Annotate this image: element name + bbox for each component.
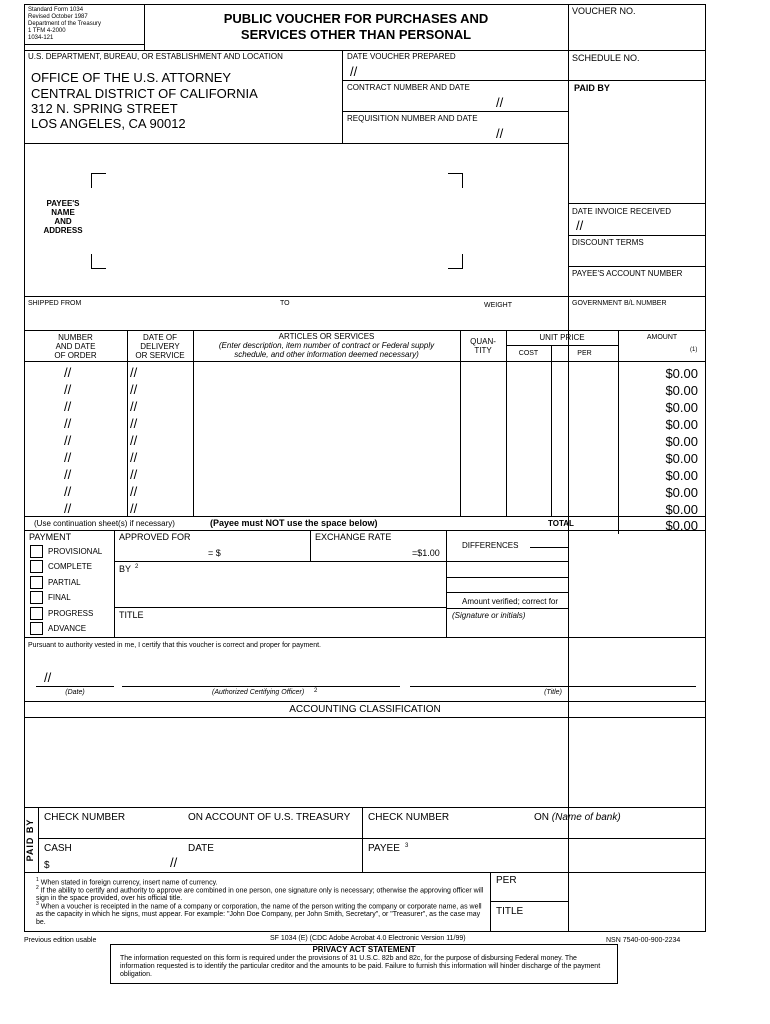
partial-checkbox[interactable]	[30, 576, 43, 589]
on-bank-note: (Name of bank)	[551, 812, 621, 823]
final-checkbox[interactable]	[30, 591, 43, 604]
approved-for-label: APPROVED FOR	[119, 532, 191, 542]
shipped-from-label: SHIPPED FROM	[28, 300, 82, 307]
final-label: FINAL	[48, 593, 71, 602]
table-row	[24, 467, 706, 484]
form-info-line: 1 TFM 4-2000	[28, 28, 66, 34]
date-prepared-input[interactable]: //	[350, 64, 358, 79]
cash-label: CASH	[44, 843, 72, 854]
footnote-text: When a voucher is receipted in the name of a company or corporation, the name of the person writing the company or corporate name, as well as the capacity in which he signs, must appear. For example: "John Doe Company, per John Smith, Secretary", or "Treasurer", as the case may be.	[36, 903, 482, 927]
item-rows	[24, 365, 706, 518]
agency-line: 312 N. SPRING STREET	[31, 101, 178, 116]
col-delivery-header	[127, 333, 193, 360]
col-quantity-line: TITY	[474, 346, 492, 355]
col-number-line: NUMBER	[58, 333, 93, 342]
col-quantity-line: QUAN-	[470, 337, 496, 346]
delivery-date-input[interactable]: //	[130, 382, 138, 397]
table-row	[24, 365, 706, 382]
agency-label: U.S. DEPARTMENT, BUREAU, OR ESTABLISHMENT AND LOCATION	[28, 52, 283, 61]
amount-value[interactable]: $0.00	[665, 383, 698, 398]
col-quantity-header	[460, 337, 506, 355]
previous-edition: Previous edition usable	[24, 937, 97, 944]
requisition-input[interactable]: //	[496, 126, 504, 141]
payee-address-area[interactable]	[90, 172, 464, 270]
voucher-no-label: VOUCHER NO.	[572, 6, 636, 16]
form-info-line: Department of the Treasury	[28, 21, 102, 27]
schedule-no-label: SCHEDULE NO.	[572, 53, 640, 63]
footnote	[36, 900, 486, 927]
amount-value[interactable]: $0.00	[665, 468, 698, 483]
footnote-text: When stated in foreign currency, insert name of currency.	[40, 879, 218, 887]
provisional-label: PROVISIONAL	[48, 547, 103, 556]
payee-sign-label: PAYEE	[368, 843, 400, 854]
order-date-input[interactable]: //	[64, 399, 72, 414]
complete-checkbox[interactable]	[30, 560, 43, 573]
title-caption: (Title)	[544, 689, 562, 696]
date-invoice-label: DATE INVOICE RECEIVED	[572, 207, 671, 216]
privacy-text: The information requested on this form is required under the provisions of 31 U.S.C. 82b and 82c, for the purpose of disbursing Federal money. The information requested is to identify the particular creditor and the amounts to be paid. Failure to furnish this information will hinder discharge of the payment obligation.	[120, 955, 601, 978]
table-row	[24, 399, 706, 416]
payee-label-line: AND	[54, 217, 72, 226]
exchange-value[interactable]: =$1.00	[412, 548, 440, 558]
payee-label-line: NAME	[51, 208, 75, 217]
amount-verified-label: Amount verified; correct for	[462, 597, 559, 606]
complete-label: COMPLETE	[48, 562, 93, 571]
title-sign-label: TITLE	[496, 906, 524, 917]
order-date-input[interactable]: //	[64, 484, 72, 499]
delivery-date-input[interactable]: //	[130, 365, 138, 380]
agency-line: OFFICE OF THE U.S. ATTORNEY	[31, 70, 232, 85]
signature-label: (Signature or initials)	[452, 611, 526, 620]
amount-value[interactable]: $0.00	[665, 366, 698, 381]
order-date-input[interactable]: //	[64, 382, 72, 397]
certify-date-input[interactable]: //	[44, 670, 52, 685]
paid-by-label: PAID BY	[574, 83, 610, 93]
form-info-line: Standard Form 1034	[28, 7, 84, 13]
form-info-line: Revised October 1987	[28, 14, 88, 20]
col-delivery-line: OR SERVICE	[135, 351, 185, 360]
col-per-header: PER	[577, 350, 592, 357]
delivery-date-input[interactable]: //	[130, 484, 138, 499]
col-number-header	[24, 333, 127, 360]
table-row	[24, 484, 706, 501]
discount-terms-label: DISCOUNT TERMS	[572, 238, 644, 247]
check-number2-label: CHECK NUMBER	[368, 812, 450, 823]
col-articles-note: schedule, and other information deemed necessary)	[234, 350, 419, 359]
order-date-input[interactable]: //	[64, 416, 72, 431]
amount-value[interactable]: $0.00	[665, 400, 698, 415]
progress-checkbox[interactable]	[30, 607, 43, 620]
col-articles-note: (Enter description, item number of contract or Federal supply	[218, 341, 435, 350]
payee-sign-note: 3	[405, 843, 409, 849]
table-row	[24, 433, 706, 450]
date-caption: (Date)	[65, 689, 85, 696]
col-delivery-line: DATE OF	[142, 333, 178, 342]
date-prepared-label: DATE VOUCHER PREPARED	[347, 52, 456, 61]
agency-line: LOS ANGELES, CA 90012	[31, 116, 186, 131]
delivery-date-input[interactable]: //	[130, 450, 138, 465]
amount-value[interactable]: $0.00	[665, 417, 698, 432]
officer-note: 2	[314, 688, 318, 694]
form-title-line1: PUBLIC VOUCHER FOR PURCHASES AND	[223, 11, 489, 26]
form-info-line: 1034-121	[28, 35, 54, 41]
order-date-input[interactable]: //	[64, 501, 72, 516]
table-row	[24, 450, 706, 467]
agency-line: CENTRAL DISTRICT OF CALIFORNIA	[31, 86, 258, 101]
order-date-input[interactable]: //	[64, 433, 72, 448]
by-label: BY	[119, 564, 132, 574]
payment-label: PAYMENT	[29, 532, 72, 542]
total-label: TOTAL	[548, 519, 574, 528]
col-number-line: AND DATE	[55, 342, 96, 351]
col-amount-note: (1)	[690, 347, 698, 353]
order-date-input[interactable]: //	[64, 450, 72, 465]
delivery-date-input[interactable]: //	[130, 399, 138, 414]
form-version: SF 1034 (E) (CDC Adobe Acrobat 4.0 Electronic Version 11/99)	[270, 935, 466, 942]
privacy-title: PRIVACY ACT STATEMENT	[312, 945, 416, 954]
payee-label	[28, 199, 98, 235]
paid-by-side-text: PAID BY	[25, 818, 35, 862]
check-number-label: CHECK NUMBER	[44, 812, 126, 823]
delivery-date-input[interactable]: //	[130, 501, 138, 516]
paid-by-side-label	[25, 815, 37, 865]
table-row	[24, 416, 706, 433]
footnote-num: 2	[36, 885, 39, 891]
order-date-input[interactable]: //	[64, 467, 72, 482]
per-label: PER	[496, 875, 517, 886]
footnote-text: If the ability to certify and authority to approve are combined in one person, one signature only is necessary; otherwise the approving officer will sign in the space provided, over his official title.	[36, 887, 484, 903]
amount-value[interactable]: $0.00	[665, 485, 698, 500]
contract-label: CONTRACT NUMBER AND DATE	[347, 83, 470, 92]
order-date-input[interactable]: //	[64, 365, 72, 380]
date-label: DATE	[188, 843, 214, 854]
accounting-area[interactable]	[25, 718, 705, 807]
advance-checkbox[interactable]	[30, 622, 43, 635]
delivery-date-input[interactable]: //	[130, 416, 138, 431]
col-cost-header: COST	[518, 350, 539, 357]
weight-label: WEIGHT	[484, 302, 512, 309]
gov-bl-label: GOVERNMENT B/L NUMBER	[572, 300, 667, 307]
delivery-date-input[interactable]: //	[130, 433, 138, 448]
officer-caption: (Authorized Certifying Officer)	[212, 689, 305, 696]
payee-note: (Payee must NOT use the space below)	[210, 518, 378, 528]
amount-value[interactable]: $0.00	[665, 434, 698, 449]
amount-value[interactable]: $0.00	[665, 451, 698, 466]
footnote-num: 1	[36, 877, 39, 883]
col-unit-price-header: UNIT PRICE	[539, 333, 585, 342]
nsn-number: NSN 7540-00-900-2234	[606, 937, 681, 944]
exchange-rate-label: EXCHANGE RATE	[315, 532, 392, 542]
form-info	[28, 7, 143, 42]
requisition-label: REQUISITION NUMBER AND DATE	[347, 114, 478, 123]
partial-label: PARTIAL	[48, 578, 81, 587]
date-invoice-input[interactable]: //	[576, 218, 584, 233]
advance-label: ADVANCE	[48, 624, 87, 633]
amount-value[interactable]: $0.00	[665, 502, 698, 517]
accounting-label: ACCOUNTING CLASSIFICATION	[289, 704, 441, 715]
on-account-label: ON ACCOUNT OF U.S. TREASURY	[188, 812, 351, 823]
continuation-note: (Use continuation sheet(s) if necessary)	[34, 519, 175, 528]
progress-label: PROGRESS	[48, 609, 94, 618]
on-bank-label	[534, 813, 621, 823]
contract-input[interactable]: //	[496, 95, 504, 110]
col-delivery-line: DELIVERY	[140, 342, 180, 351]
col-number-line: OF ORDER	[54, 351, 97, 360]
account-number-label: PAYEE'S ACCOUNT NUMBER	[572, 269, 683, 278]
col-articles-header: ARTICLES OR SERVICES	[278, 332, 375, 341]
footnote-num: 3	[36, 901, 39, 907]
total-value[interactable]: $0.00	[665, 518, 698, 533]
approved-value[interactable]: = $	[208, 548, 221, 558]
cash-dollar: $	[44, 860, 50, 871]
payee-label-line: ADDRESS	[43, 226, 83, 235]
provisional-checkbox[interactable]	[30, 545, 43, 558]
paid-date-input[interactable]: //	[170, 855, 178, 870]
table-row	[24, 382, 706, 399]
delivery-date-input[interactable]: //	[130, 467, 138, 482]
payee-label-line: PAYEE'S	[46, 199, 80, 208]
col-amount-header: AMOUNT	[646, 334, 678, 341]
on-bank-text: ON	[534, 812, 549, 823]
certify-text: Pursuant to authority vested in me, I certify that this voucher is correct and proper for payment.	[28, 642, 321, 649]
title-label: TITLE	[119, 610, 144, 620]
to-label: TO	[280, 300, 290, 307]
differences-label: DIFFERENCES	[462, 541, 519, 550]
by-note: 2	[135, 564, 139, 570]
form-title-line2: SERVICES OTHER THAN PERSONAL	[240, 27, 472, 42]
